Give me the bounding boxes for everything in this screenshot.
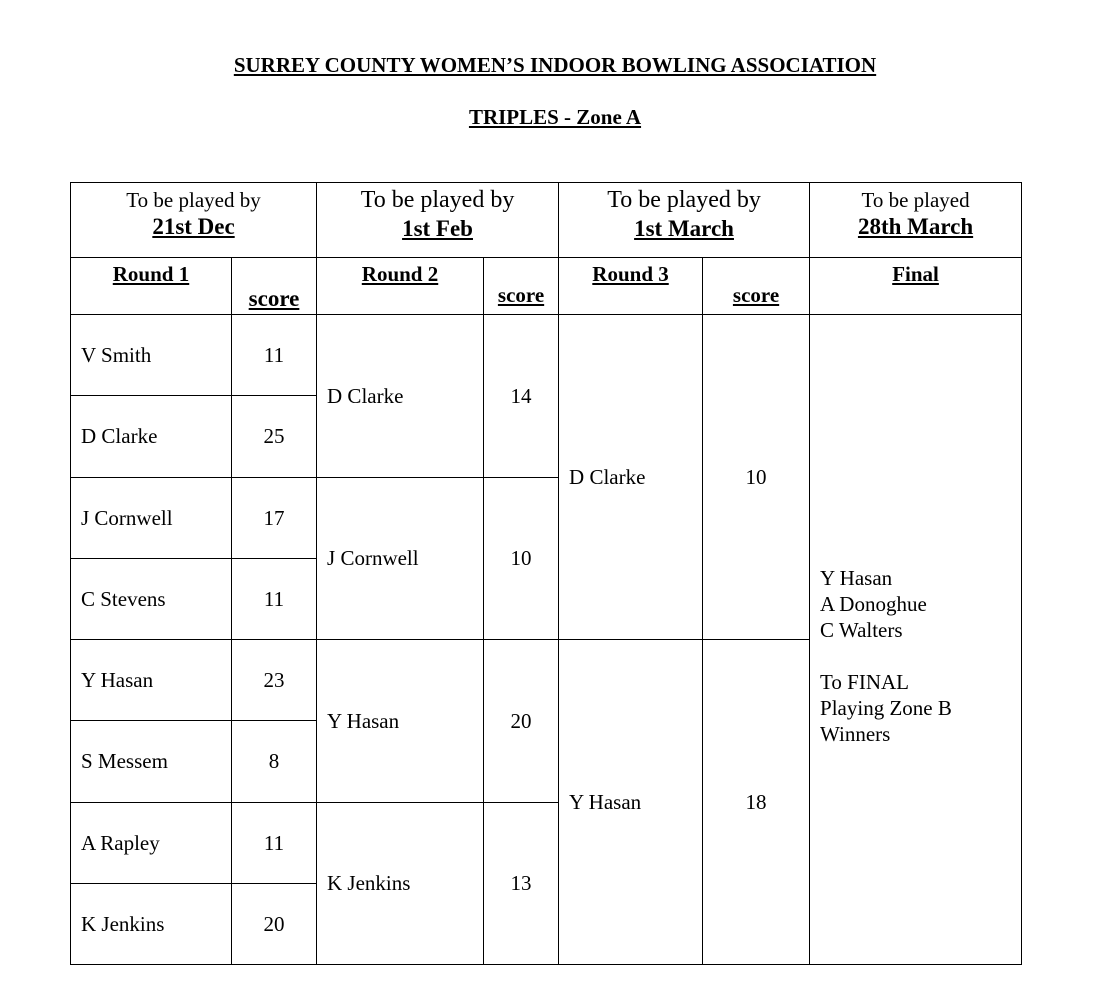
header-round-2 [317, 183, 559, 258]
round2-name: Y Hasan [317, 640, 484, 803]
final-line: Playing Zone B [820, 695, 952, 720]
round3-name: Y Hasan [559, 640, 703, 965]
header-date: 21st Dec [152, 214, 235, 240]
final-entry [810, 315, 1022, 965]
round3-name: D Clarke [559, 315, 703, 640]
round1-name: C Stevens [71, 559, 232, 640]
round1-score: 11 [232, 559, 317, 640]
header-round-3 [559, 183, 810, 258]
header-date: 1st March [634, 216, 734, 241]
score-label: score [484, 258, 559, 315]
final-line: Winners [820, 721, 891, 746]
final-line [820, 643, 1021, 669]
header-date: 28th March [857, 214, 974, 240]
round1-score: 11 [232, 803, 317, 884]
round1-score: 8 [232, 721, 317, 803]
round3-score: 10 [703, 315, 810, 640]
header-final [810, 183, 1022, 258]
header-line: To be played by [360, 187, 515, 213]
header-line: To be played by [126, 188, 261, 212]
round2-name: K Jenkins [317, 803, 484, 965]
round1-name: A Rapley [71, 803, 232, 884]
round2-name: D Clarke [317, 315, 484, 478]
final-line: Y Hasan [820, 565, 893, 590]
round2-score: 10 [484, 478, 559, 640]
document-subtitle: TRIPLES - Zone A [468, 105, 642, 129]
round1-score: 25 [232, 396, 317, 478]
round1-score: 17 [232, 478, 317, 559]
score-label: score [232, 258, 317, 315]
final-line: To FINAL [820, 669, 909, 694]
round-2-label: Round 2 [317, 258, 484, 315]
final-line: C Walters [820, 617, 903, 642]
draw-table [70, 182, 1022, 965]
round1-name: V Smith [71, 315, 232, 396]
final-line: A Donoghue [820, 591, 927, 616]
round1-name: Y Hasan [71, 640, 232, 721]
header-line: To be played by [607, 187, 761, 213]
round1-name: K Jenkins [71, 884, 232, 965]
round2-score: 13 [484, 803, 559, 965]
round1-name: J Cornwell [71, 478, 232, 559]
final-label: Final [810, 258, 1022, 315]
round1-name: D Clarke [71, 396, 232, 478]
round1-score: 20 [232, 884, 317, 965]
document-title: SURREY COUNTY WOMEN’S INDOOR BOWLING ASSOCIATION [233, 53, 877, 77]
round2-score: 20 [484, 640, 559, 803]
round2-name: J Cornwell [317, 478, 484, 640]
header-date: 1st Feb [402, 216, 473, 241]
header-round-1 [71, 183, 317, 258]
round-3-label: Round 3 [559, 258, 703, 315]
round1-name: S Messem [71, 721, 232, 803]
round-1-label: Round 1 [71, 258, 232, 315]
round1-score: 11 [232, 315, 317, 396]
round3-score: 18 [703, 640, 810, 965]
score-label: score [703, 258, 810, 315]
round2-score: 14 [484, 315, 559, 478]
round1-score: 23 [232, 640, 317, 721]
header-line: To be played [861, 188, 970, 212]
